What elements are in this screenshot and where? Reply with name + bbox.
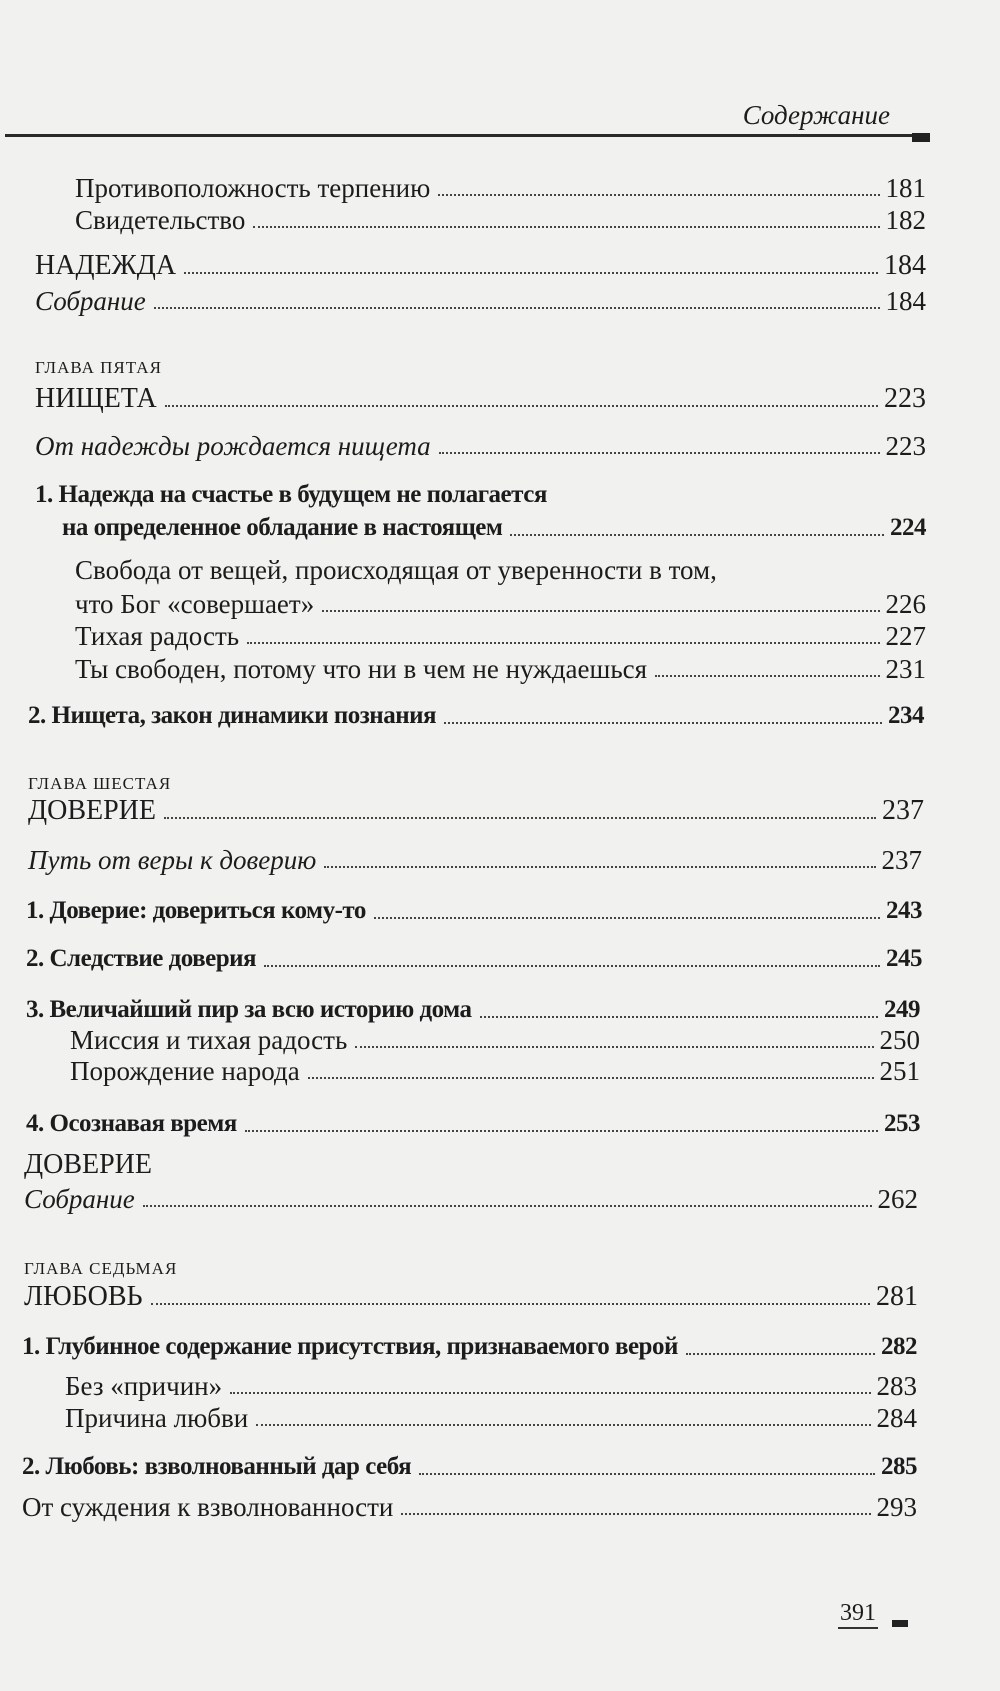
entry-title: ДОВЕРИЕ bbox=[24, 1149, 152, 1180]
dot-leader bbox=[510, 534, 884, 536]
entry-title: 3. Величайший пир за всю историю дома bbox=[26, 996, 472, 1023]
page-number: 391 bbox=[838, 1600, 878, 1629]
toc-entry bbox=[65, 1369, 917, 1401]
toc-entry bbox=[24, 1182, 918, 1214]
entry-page-number: 237 bbox=[881, 845, 922, 875]
dot-leader bbox=[419, 1473, 875, 1475]
entry-page-number: 281 bbox=[876, 1281, 918, 1312]
entry-page-number: 262 bbox=[877, 1184, 918, 1214]
dot-leader bbox=[439, 452, 880, 454]
dot-leader bbox=[324, 866, 875, 868]
toc-entry bbox=[24, 1280, 918, 1312]
running-header: Содержание bbox=[742, 100, 890, 130]
toc-entry bbox=[26, 894, 922, 926]
toc-entry bbox=[75, 553, 926, 585]
chapter-label bbox=[28, 772, 924, 794]
entry-title: Свобода от вещей, происходящая от уверенности в том, bbox=[75, 555, 717, 585]
dot-leader bbox=[165, 405, 878, 407]
entry-title: Путь от веры к доверию bbox=[28, 845, 317, 875]
toc-entry bbox=[35, 249, 926, 281]
entry-page-number: 234 bbox=[888, 702, 924, 729]
entry-title: Порождение народа bbox=[70, 1056, 300, 1086]
dot-leader bbox=[374, 917, 880, 919]
toc-entry bbox=[24, 1148, 920, 1180]
entry-page-number: 224 bbox=[890, 514, 926, 541]
page-number-marker bbox=[892, 1620, 908, 1627]
entry-title: 1. Надежда на счастье в будущем не полагается bbox=[35, 481, 547, 508]
toc-entry bbox=[22, 1330, 917, 1362]
entry-page-number: 249 bbox=[884, 996, 920, 1023]
toc-entry bbox=[35, 284, 926, 316]
entry-page-number: 285 bbox=[881, 1453, 917, 1480]
entry-title: что Бог «совершает» bbox=[75, 589, 315, 619]
entry-title: Миссия и тихая радость bbox=[70, 1025, 348, 1055]
entry-title: ДОВЕРИЕ bbox=[28, 795, 156, 826]
dot-leader bbox=[245, 1130, 878, 1132]
toc-entry bbox=[26, 993, 920, 1025]
entry-page-number: 237 bbox=[882, 795, 924, 826]
entry-title: Свидетельство bbox=[75, 205, 246, 235]
toc-entry bbox=[75, 587, 926, 619]
toc-entry bbox=[28, 794, 924, 826]
dot-leader bbox=[655, 675, 879, 677]
entry-page-number: 181 bbox=[885, 173, 926, 203]
dot-leader bbox=[308, 1077, 874, 1079]
entry-title: ЛЮБОВЬ bbox=[24, 1281, 143, 1312]
entry-page-number: 223 bbox=[885, 431, 926, 461]
entry-title: Противоположность терпению bbox=[75, 173, 431, 203]
dot-leader bbox=[322, 610, 879, 612]
toc-entry bbox=[75, 619, 926, 651]
entry-page-number: 250 bbox=[879, 1025, 920, 1055]
entry-page-number: 184 bbox=[885, 286, 926, 316]
dot-leader bbox=[151, 1303, 870, 1305]
entry-page-number: 284 bbox=[876, 1403, 917, 1433]
entry-page-number: 245 bbox=[886, 945, 922, 972]
chapter-label bbox=[24, 1257, 918, 1279]
toc-entry bbox=[28, 843, 922, 875]
entry-page-number: 227 bbox=[885, 621, 926, 651]
toc-entry bbox=[35, 382, 926, 414]
dot-leader bbox=[154, 307, 880, 309]
toc-entry bbox=[22, 1490, 917, 1522]
entry-page-number: 223 bbox=[884, 383, 926, 414]
entry-title: 4. Осознавая время bbox=[26, 1110, 237, 1137]
dot-leader bbox=[184, 272, 878, 274]
dot-leader bbox=[164, 817, 876, 819]
entry-title: НИЩЕТА bbox=[35, 383, 157, 414]
entry-title: От надежды рождается нищета bbox=[35, 431, 431, 461]
entry-page-number: 253 bbox=[884, 1110, 920, 1137]
header-rule bbox=[5, 134, 913, 137]
entry-title: ГЛАВА ШЕСТАЯ bbox=[28, 774, 172, 793]
toc-entry bbox=[70, 1023, 920, 1055]
entry-title: Тихая радость bbox=[75, 621, 240, 651]
entry-title: Собрание bbox=[35, 286, 146, 316]
entry-page-number: 293 bbox=[876, 1492, 917, 1522]
entry-title: 2. Любовь: взволнованный дар себя bbox=[22, 1453, 412, 1480]
toc-entry bbox=[35, 478, 926, 510]
dot-leader bbox=[480, 1016, 878, 1018]
entry-title: Собрание bbox=[24, 1184, 135, 1214]
dot-leader bbox=[444, 722, 882, 724]
dot-leader bbox=[253, 226, 879, 228]
entry-page-number: 243 bbox=[886, 897, 922, 924]
toc-entry bbox=[65, 1401, 917, 1433]
entry-page-number: 282 bbox=[881, 1333, 917, 1360]
dot-leader bbox=[256, 1424, 870, 1426]
entry-title: 1. Доверие: довериться кому-то bbox=[26, 897, 366, 924]
entry-page-number: 184 bbox=[884, 250, 926, 281]
dot-leader bbox=[355, 1046, 873, 1048]
entry-page-number: 226 bbox=[885, 589, 926, 619]
toc-entry bbox=[22, 1450, 917, 1482]
entry-title: Причина любви bbox=[65, 1403, 249, 1433]
chapter-label bbox=[35, 356, 926, 378]
toc-entry bbox=[28, 699, 924, 731]
toc-entry bbox=[62, 511, 926, 543]
dot-leader bbox=[264, 965, 880, 967]
entry-page-number: 251 bbox=[879, 1056, 920, 1086]
toc-entry bbox=[35, 429, 926, 461]
toc-entry bbox=[75, 652, 926, 684]
entry-title: 1. Глубинное содержание присутствия, признаваемого верой bbox=[22, 1333, 678, 1360]
entry-page-number: 182 bbox=[885, 205, 926, 235]
entry-title: Ты свободен, потому что ни в чем не нуждаешься bbox=[75, 654, 648, 684]
entry-title: на определенное обладание в настоящем bbox=[62, 514, 503, 541]
dot-leader bbox=[401, 1513, 870, 1515]
dot-leader bbox=[230, 1392, 870, 1394]
entry-page-number: 231 bbox=[885, 654, 926, 684]
entry-title: ГЛАВА СЕДЬМАЯ bbox=[24, 1259, 178, 1278]
entry-page-number: 283 bbox=[876, 1371, 917, 1401]
entry-title: НАДЕЖДА bbox=[35, 250, 177, 281]
toc-entry bbox=[26, 1107, 920, 1139]
dot-leader bbox=[143, 1205, 872, 1207]
toc-entry bbox=[75, 203, 926, 235]
dot-leader bbox=[686, 1353, 875, 1355]
dot-leader bbox=[247, 642, 879, 644]
entry-title: Без «причин» bbox=[65, 1371, 223, 1401]
toc-entry bbox=[70, 1054, 920, 1086]
entry-title: От суждения к взволнованности bbox=[22, 1492, 394, 1522]
dot-leader bbox=[438, 194, 879, 196]
entry-title: 2. Следствие доверия bbox=[26, 945, 257, 972]
toc-entry bbox=[75, 171, 926, 203]
toc-entry bbox=[26, 942, 922, 974]
entry-title: ГЛАВА ПЯТАЯ bbox=[35, 358, 162, 377]
header-marker bbox=[912, 133, 930, 142]
entry-title: 2. Нищета, закон динамики познания bbox=[28, 702, 437, 729]
